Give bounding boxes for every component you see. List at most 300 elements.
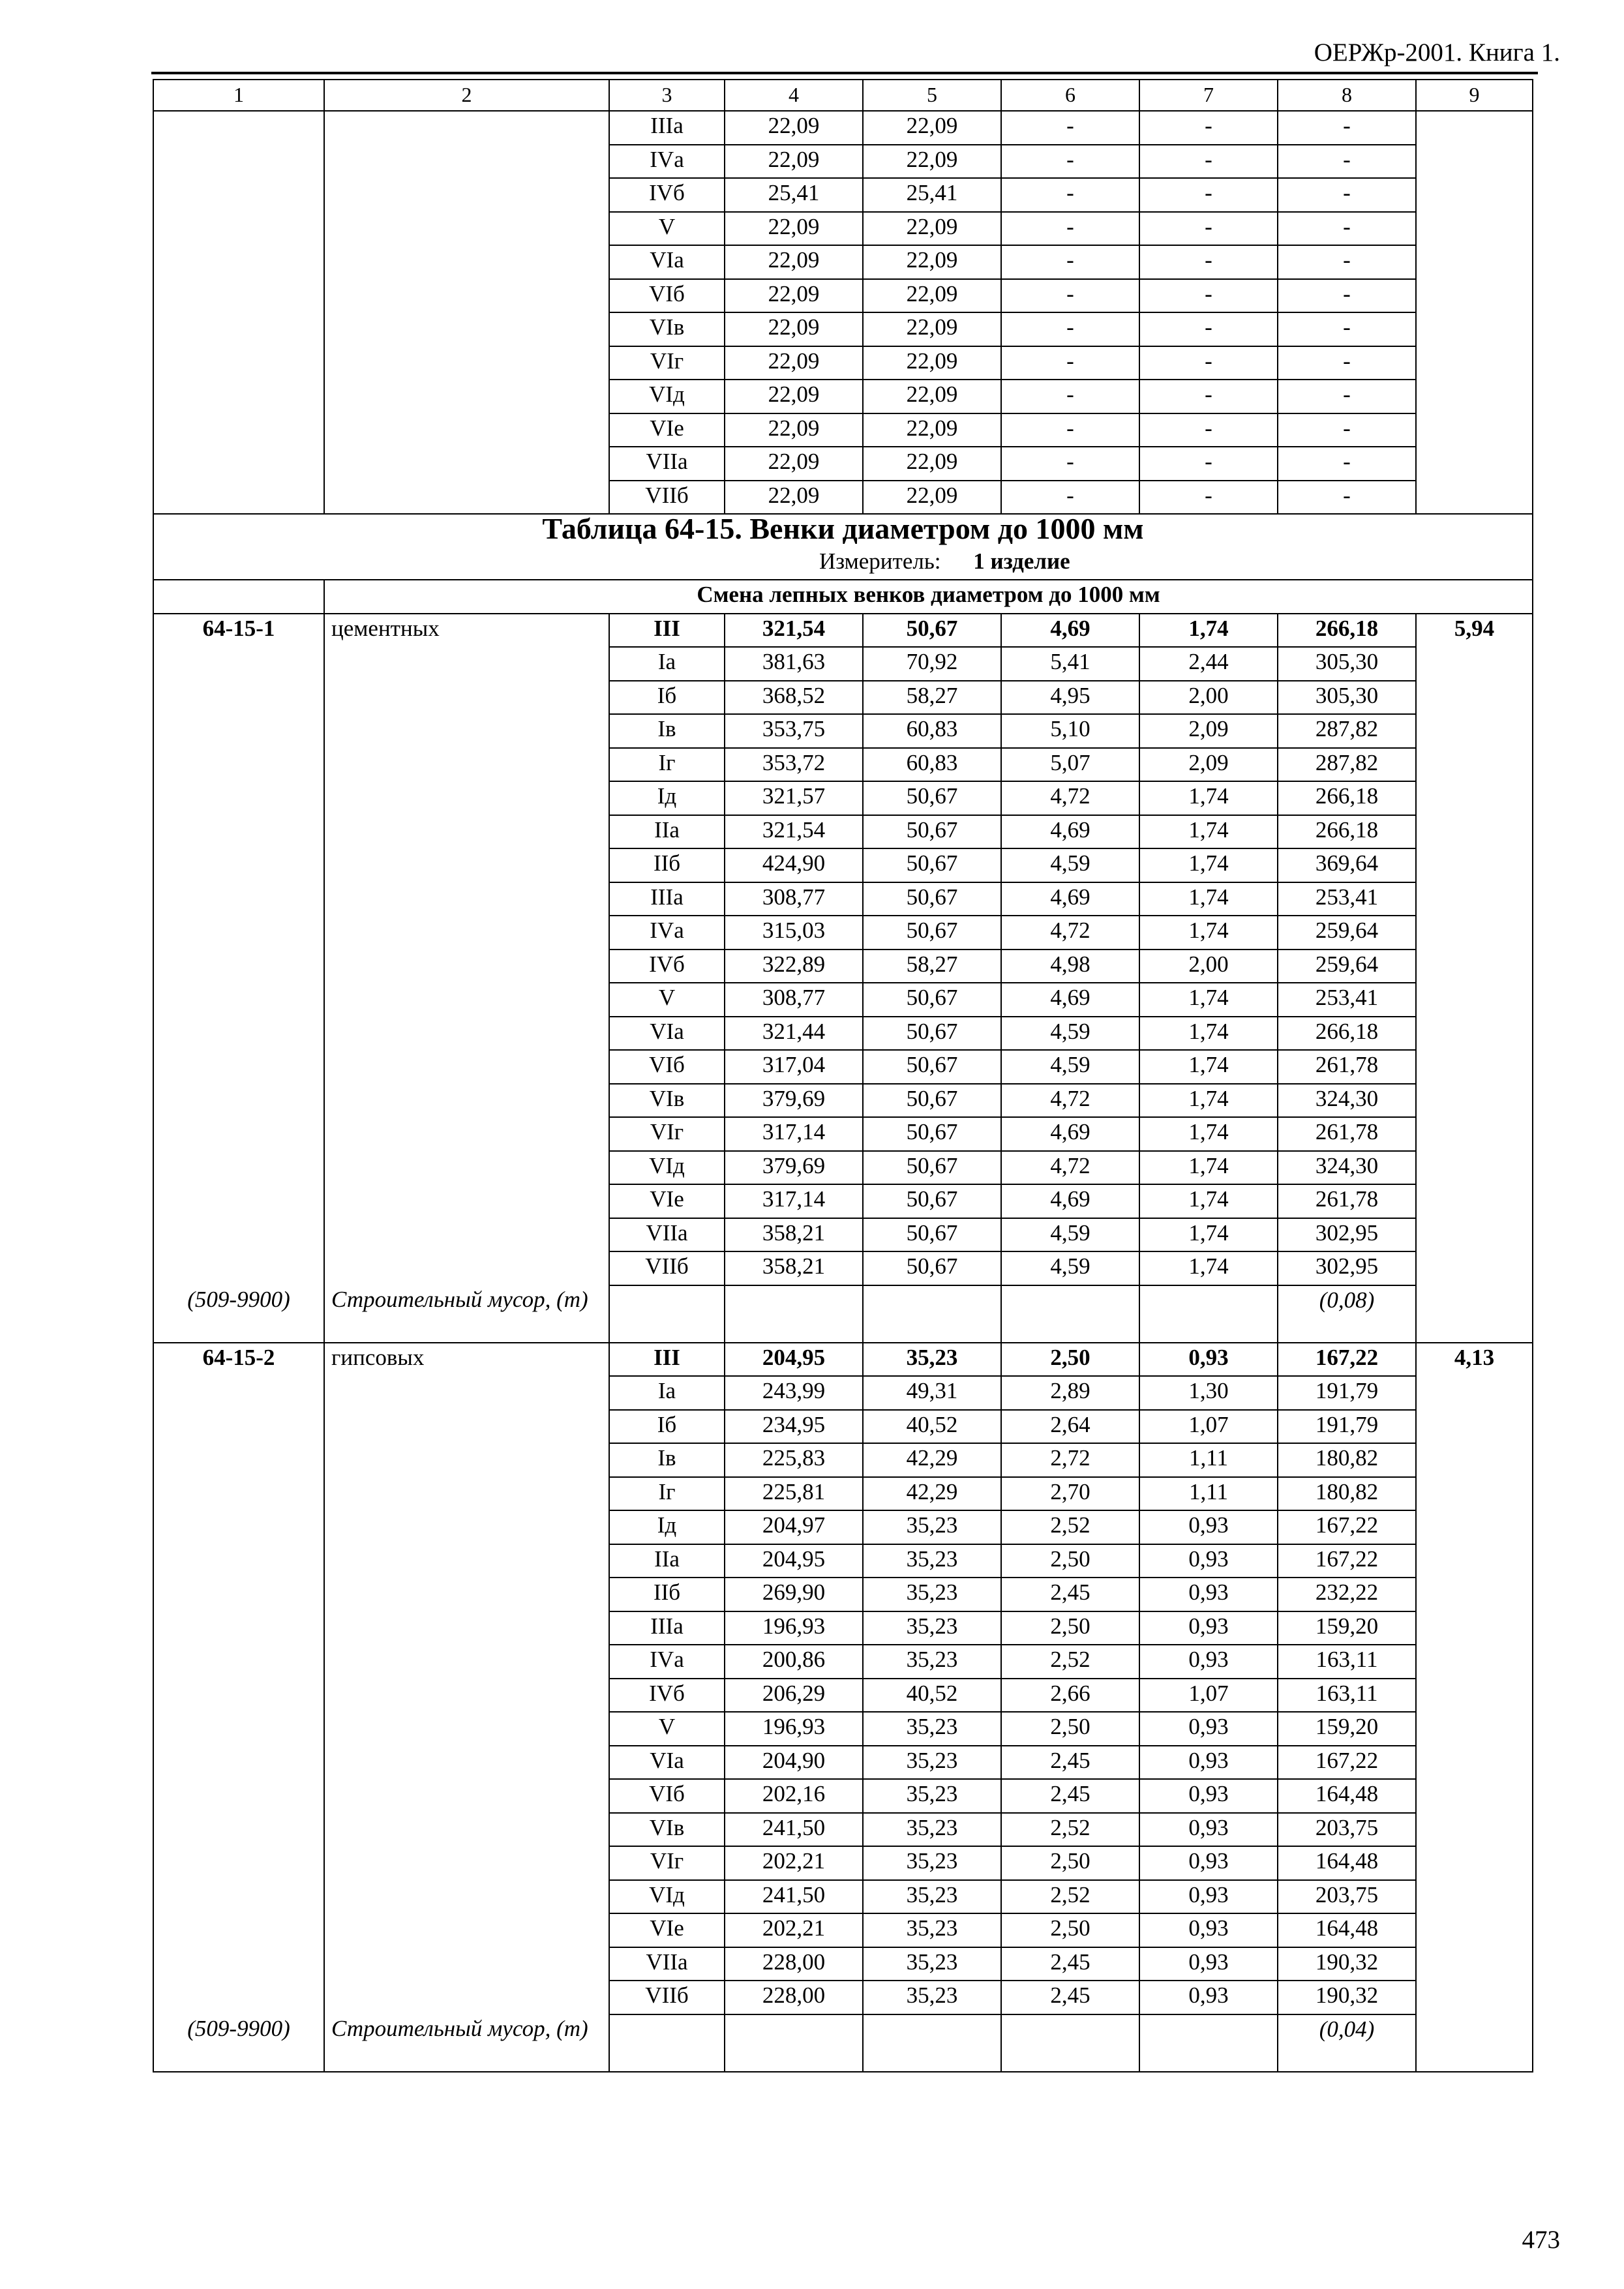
col9-cell-empty [1416, 1117, 1533, 1151]
name-cell-empty [324, 1712, 609, 1746]
zone-cell: VIд [609, 380, 725, 413]
col9-cell-empty [1416, 178, 1533, 212]
name-cell-empty [324, 882, 609, 916]
col9-cell-empty [1416, 1285, 1533, 1343]
value-cell: 261,78 [1278, 1117, 1416, 1151]
table-row [153, 1645, 1533, 1679]
value-cell: 2,00 [1139, 681, 1278, 715]
value-cell: 204,90 [725, 1746, 863, 1780]
col9-cell-empty [1416, 748, 1533, 782]
name-cell-empty [324, 916, 609, 950]
name-cell-empty [324, 1017, 609, 1051]
trash-empty-cell [1139, 1285, 1278, 1343]
code-cell-empty [153, 1880, 324, 1914]
value-cell: 228,00 [725, 1947, 863, 1981]
value-cell: 2,52 [1001, 1510, 1139, 1544]
table-row [153, 1376, 1533, 1410]
col9-cell-empty [1416, 1813, 1533, 1847]
value-cell: 0,93 [1139, 1645, 1278, 1679]
value-cell: 50,67 [863, 1251, 1001, 1285]
value-cell: 0,93 [1139, 1712, 1278, 1746]
col9-cell-empty [1416, 481, 1533, 515]
zone-cell: IVб [609, 950, 725, 983]
col9-cell-empty [1416, 1017, 1533, 1051]
value-cell: - [1001, 212, 1139, 246]
zone-cell: VIг [609, 1117, 725, 1151]
table-row [153, 1251, 1533, 1285]
value-cell: 22,09 [863, 447, 1001, 481]
zone-cell: V [609, 983, 725, 1017]
value-cell: 241,50 [725, 1813, 863, 1847]
value-cell: 50,67 [863, 781, 1001, 815]
table-row [153, 950, 1533, 983]
col9-cell-empty [1416, 145, 1533, 179]
value-cell: 1,74 [1139, 1050, 1278, 1084]
value-cell: 22,09 [725, 447, 863, 481]
value-cell: 35,23 [863, 1746, 1001, 1780]
zone-cell: Iг [609, 748, 725, 782]
value-cell: 206,29 [725, 1679, 863, 1713]
value-cell: 35,23 [863, 1578, 1001, 1611]
zone-cell: VIб [609, 1050, 725, 1084]
value-cell: 50,67 [863, 882, 1001, 916]
value-cell: 353,75 [725, 714, 863, 748]
name-cell-empty [324, 1376, 609, 1410]
table-row [153, 1880, 1533, 1914]
col9-cell-empty [1416, 1084, 1533, 1118]
code-cell-empty [153, 848, 324, 882]
code-cell-empty [153, 178, 324, 212]
value-cell: 0,93 [1139, 1846, 1278, 1880]
code-cell-empty [153, 145, 324, 179]
zone-cell: VIб [609, 279, 725, 313]
value-cell: 287,82 [1278, 748, 1416, 782]
name-cell-empty [324, 681, 609, 715]
blank-cell [153, 580, 324, 614]
value-cell: - [1139, 447, 1278, 481]
table-row [153, 1913, 1533, 1947]
value-cell: 202,16 [725, 1779, 863, 1813]
value-cell: 2,50 [1001, 1913, 1139, 1947]
value-cell: 60,83 [863, 714, 1001, 748]
value-cell: 305,30 [1278, 681, 1416, 715]
value-cell: - [1139, 312, 1278, 346]
code-cell-empty [153, 346, 324, 380]
value-cell: 4,72 [1001, 781, 1139, 815]
zone-cell: IIа [609, 1544, 725, 1578]
trash-empty-cell [1001, 2014, 1139, 2072]
value-cell: 1,11 [1139, 1443, 1278, 1477]
section-subtitle: Смена лепных венков диаметром до 1000 мм [324, 580, 1533, 614]
value-cell: 321,44 [725, 1017, 863, 1051]
value-cell: 358,21 [725, 1251, 863, 1285]
value-cell: 225,83 [725, 1443, 863, 1477]
value-cell: 58,27 [863, 950, 1001, 983]
zone-cell: VIа [609, 1017, 725, 1051]
value-cell: 243,99 [725, 1376, 863, 1410]
code-cell-empty [153, 481, 324, 515]
value-cell: 234,95 [725, 1410, 863, 1444]
zone-cell: Iд [609, 781, 725, 815]
zone-cell: V [609, 1712, 725, 1746]
col9-cell-empty [1416, 1510, 1533, 1544]
value-cell: - [1278, 312, 1416, 346]
col9-cell-empty [1416, 1544, 1533, 1578]
value-cell: 2,45 [1001, 1578, 1139, 1611]
col9-cell-empty [1416, 346, 1533, 380]
table-row [153, 178, 1533, 212]
value-cell: 1,74 [1139, 1184, 1278, 1218]
value-cell: 5,10 [1001, 714, 1139, 748]
value-cell: 2,50 [1001, 1343, 1139, 1377]
measure-value: 1 изделие [973, 548, 1070, 574]
value-cell: 50,67 [863, 1050, 1001, 1084]
code-cell-empty [153, 1611, 324, 1645]
value-cell: 191,79 [1278, 1376, 1416, 1410]
value-cell: 2,09 [1139, 714, 1278, 748]
value-cell: 266,18 [1278, 614, 1416, 648]
value-cell: 22,09 [863, 380, 1001, 413]
value-cell: 253,41 [1278, 882, 1416, 916]
value-cell: 253,41 [1278, 983, 1416, 1017]
code-cell-empty [153, 815, 324, 849]
name-cell-empty [324, 1510, 609, 1544]
value-cell: 1,74 [1139, 1251, 1278, 1285]
col9-cell-empty [1416, 1477, 1533, 1511]
value-cell: 2,64 [1001, 1410, 1139, 1444]
value-cell: 4,59 [1001, 848, 1139, 882]
table-row [153, 111, 1533, 145]
value-cell: 2,09 [1139, 748, 1278, 782]
zone-cell: IVб [609, 1679, 725, 1713]
code-cell-empty [153, 1443, 324, 1477]
code-cell-empty [153, 781, 324, 815]
code-cell-empty [153, 1679, 324, 1713]
value-cell: 0,93 [1139, 1813, 1278, 1847]
col9-cell-empty [1416, 380, 1533, 413]
value-cell: 0,93 [1139, 1880, 1278, 1914]
table-row [153, 714, 1533, 748]
value-cell: 196,93 [725, 1712, 863, 1746]
name-cell-empty [324, 647, 609, 681]
name-cell-empty [324, 111, 609, 145]
value-cell: 50,67 [863, 1151, 1001, 1185]
value-cell: 35,23 [863, 1611, 1001, 1645]
price-table-body [153, 80, 1533, 2072]
code-cell-empty [153, 950, 324, 983]
value-cell: - [1001, 380, 1139, 413]
code-cell-empty [153, 1376, 324, 1410]
zone-cell: IIIа [609, 1611, 725, 1645]
code-cell-empty [153, 245, 324, 279]
table-row [153, 848, 1533, 882]
zone-cell: Iа [609, 1376, 725, 1410]
table-row [153, 1117, 1533, 1151]
col9-cell-empty [1416, 245, 1533, 279]
col9-cell-empty [1416, 848, 1533, 882]
value-cell: - [1278, 279, 1416, 313]
table-row [153, 1477, 1533, 1511]
zone-cell: VIб [609, 1779, 725, 1813]
value-cell: 324,30 [1278, 1151, 1416, 1185]
value-cell: 22,09 [863, 481, 1001, 515]
table-row [153, 1712, 1533, 1746]
value-cell: 5,07 [1001, 748, 1139, 782]
code-cell-empty [153, 1017, 324, 1051]
value-cell: 190,32 [1278, 1947, 1416, 1981]
value-cell: 4,95 [1001, 681, 1139, 715]
value-cell: 225,81 [725, 1477, 863, 1511]
value-cell: 159,20 [1278, 1611, 1416, 1645]
name-cell-empty [324, 1779, 609, 1813]
column-number: 9 [1416, 80, 1533, 111]
value-cell: 0,93 [1139, 1510, 1278, 1544]
value-cell: 266,18 [1278, 815, 1416, 849]
col9-cell-empty [1416, 212, 1533, 246]
value-cell: 22,09 [725, 111, 863, 145]
code-cell-empty [153, 413, 324, 447]
name-cell-empty [324, 848, 609, 882]
value-cell: 22,09 [725, 380, 863, 413]
value-cell: 22,09 [863, 312, 1001, 346]
zone-cell: IIа [609, 815, 725, 849]
value-cell: 266,18 [1278, 781, 1416, 815]
code-cell-empty [153, 279, 324, 313]
value-cell: 1,30 [1139, 1376, 1278, 1410]
table-row [153, 916, 1533, 950]
zone-cell: IVб [609, 178, 725, 212]
table-row [153, 748, 1533, 782]
col9-cell-empty [1416, 815, 1533, 849]
value-cell: 1,74 [1139, 983, 1278, 1017]
col9-cell-empty [1416, 647, 1533, 681]
value-cell: 1,74 [1139, 916, 1278, 950]
zone-cell: V [609, 212, 725, 246]
value-cell: 2,50 [1001, 1544, 1139, 1578]
name-cell-empty [324, 1117, 609, 1151]
table-row [153, 1679, 1533, 1713]
code-cell-empty [153, 1846, 324, 1880]
value-cell: 2,52 [1001, 1645, 1139, 1679]
value-cell: 0,93 [1139, 1779, 1278, 1813]
value-cell: 35,23 [863, 1510, 1001, 1544]
col9-cell-empty [1416, 1779, 1533, 1813]
name-cell-empty [324, 447, 609, 481]
value-cell: 1,74 [1139, 1151, 1278, 1185]
col9-cell-empty [1416, 1050, 1533, 1084]
value-cell: - [1001, 111, 1139, 145]
value-cell: 25,41 [725, 178, 863, 212]
zone-cell: Iв [609, 714, 725, 748]
column-number: 5 [863, 80, 1001, 111]
value-cell: - [1139, 380, 1278, 413]
table-row [153, 1050, 1533, 1084]
table-row [153, 1017, 1533, 1051]
zone-cell: Iб [609, 1410, 725, 1444]
name-cell-empty [324, 1218, 609, 1252]
zone-cell: VIIб [609, 1981, 725, 2014]
zone-cell: IVа [609, 1645, 725, 1679]
col9-cell-empty [1416, 1712, 1533, 1746]
zone-cell: VIе [609, 413, 725, 447]
value-cell: 50,67 [863, 1218, 1001, 1252]
zone-cell: Iд [609, 1510, 725, 1544]
code-cell-empty [153, 212, 324, 246]
value-cell: - [1001, 312, 1139, 346]
value-cell: 305,30 [1278, 647, 1416, 681]
value-cell: 241,50 [725, 1880, 863, 1914]
value-cell: 163,11 [1278, 1645, 1416, 1679]
value-cell: 22,09 [863, 111, 1001, 145]
name-cell-empty [324, 1645, 609, 1679]
code-cell-empty [153, 1084, 324, 1118]
value-cell: 22,09 [725, 413, 863, 447]
value-cell: 4,98 [1001, 950, 1139, 983]
value-cell: 2,44 [1139, 647, 1278, 681]
value-cell: 379,69 [725, 1084, 863, 1118]
zone-cell: IVа [609, 916, 725, 950]
column-number: 1 [153, 80, 324, 111]
value-cell: - [1139, 178, 1278, 212]
trash-row [153, 2014, 1533, 2072]
value-cell: 4,69 [1001, 882, 1139, 916]
value-cell: 4,59 [1001, 1218, 1139, 1252]
page-number: 473 [1522, 2226, 1560, 2254]
value-cell: 4,69 [1001, 983, 1139, 1017]
item-col9-value: 4,13 [1416, 1343, 1533, 1377]
value-cell: 317,14 [725, 1117, 863, 1151]
zone-cell: IIб [609, 848, 725, 882]
code-cell-empty [153, 1151, 324, 1185]
value-cell: 58,27 [863, 681, 1001, 715]
code-cell-empty [153, 1947, 324, 1981]
value-cell: - [1001, 245, 1139, 279]
item-name: гипсовых [324, 1343, 609, 1377]
table-row [153, 1746, 1533, 1780]
table-row [153, 983, 1533, 1017]
name-cell-empty [324, 312, 609, 346]
value-cell: - [1139, 346, 1278, 380]
document-header-title: ОЕРЖр-2001. Книга 1. [1314, 38, 1560, 67]
value-cell: - [1001, 279, 1139, 313]
name-cell-empty [324, 279, 609, 313]
name-cell-empty [324, 1251, 609, 1285]
value-cell: 0,93 [1139, 1947, 1278, 1981]
code-cell-empty [153, 1184, 324, 1218]
code-cell-empty [153, 647, 324, 681]
name-cell-empty [324, 748, 609, 782]
value-cell: - [1278, 111, 1416, 145]
value-cell: 2,66 [1001, 1679, 1139, 1713]
value-cell: 4,69 [1001, 614, 1139, 648]
value-cell: 321,54 [725, 815, 863, 849]
value-cell: 259,64 [1278, 916, 1416, 950]
value-cell: 315,03 [725, 916, 863, 950]
code-cell-empty [153, 1218, 324, 1252]
section-caption-row [153, 514, 1533, 547]
col9-cell-empty [1416, 447, 1533, 481]
value-cell: 22,09 [863, 346, 1001, 380]
value-cell: 167,22 [1278, 1746, 1416, 1780]
code-cell-empty [153, 1510, 324, 1544]
value-cell: - [1001, 178, 1139, 212]
table-row [153, 312, 1533, 346]
trash-empty-cell [1139, 2014, 1278, 2072]
zone-cell: VIIа [609, 1218, 725, 1252]
col9-cell-empty [1416, 882, 1533, 916]
value-cell: 2,45 [1001, 1981, 1139, 2014]
col9-cell-empty [1416, 1376, 1533, 1410]
value-cell: 308,77 [725, 882, 863, 916]
value-cell: 35,23 [863, 1712, 1001, 1746]
value-cell: 368,52 [725, 681, 863, 715]
code-cell-empty [153, 1813, 324, 1847]
code-cell-empty [153, 748, 324, 782]
name-cell-empty [324, 178, 609, 212]
col9-cell-empty [1416, 1880, 1533, 1914]
value-cell: - [1001, 447, 1139, 481]
value-cell: 40,52 [863, 1679, 1001, 1713]
zone-cell: Iб [609, 681, 725, 715]
table-row [153, 1184, 1533, 1218]
name-cell-empty [324, 1746, 609, 1780]
name-cell-empty [324, 1813, 609, 1847]
value-cell: 35,23 [863, 1645, 1001, 1679]
col9-cell-empty [1416, 1846, 1533, 1880]
value-cell: 22,09 [725, 245, 863, 279]
value-cell: 259,64 [1278, 950, 1416, 983]
value-cell: 164,48 [1278, 1779, 1416, 1813]
name-cell-empty [324, 481, 609, 515]
table-row [153, 1410, 1533, 1444]
value-cell: 203,75 [1278, 1880, 1416, 1914]
name-cell-empty [324, 950, 609, 983]
name-cell-empty [324, 1544, 609, 1578]
col9-cell-empty [1416, 1611, 1533, 1645]
name-cell-empty [324, 245, 609, 279]
value-cell: 4,69 [1001, 1184, 1139, 1218]
value-cell: 1,74 [1139, 614, 1278, 648]
value-cell: 4,59 [1001, 1017, 1139, 1051]
value-cell: 2,50 [1001, 1846, 1139, 1880]
column-number: 4 [725, 80, 863, 111]
value-cell: - [1278, 212, 1416, 246]
zone-cell: VIг [609, 1846, 725, 1880]
measure-cell [153, 547, 1533, 580]
table-row [153, 1218, 1533, 1252]
table-row [153, 815, 1533, 849]
value-cell: 204,95 [725, 1544, 863, 1578]
table-row [153, 882, 1533, 916]
value-cell: 0,93 [1139, 1544, 1278, 1578]
value-cell: 167,22 [1278, 1510, 1416, 1544]
trash-code: (509-9900) [153, 1285, 324, 1343]
col9-cell-empty [1416, 916, 1533, 950]
value-cell: 50,67 [863, 614, 1001, 648]
value-cell: 261,78 [1278, 1050, 1416, 1084]
value-cell: 196,93 [725, 1611, 863, 1645]
value-cell: 49,31 [863, 1376, 1001, 1410]
table-row [153, 1343, 1533, 1377]
code-cell-empty [153, 1544, 324, 1578]
name-cell-empty [324, 380, 609, 413]
value-cell: 35,23 [863, 1913, 1001, 1947]
value-cell: - [1278, 178, 1416, 212]
column-number-row [153, 80, 1533, 111]
value-cell: 70,92 [863, 647, 1001, 681]
code-cell-empty [153, 1578, 324, 1611]
zone-cell: VIа [609, 1746, 725, 1780]
